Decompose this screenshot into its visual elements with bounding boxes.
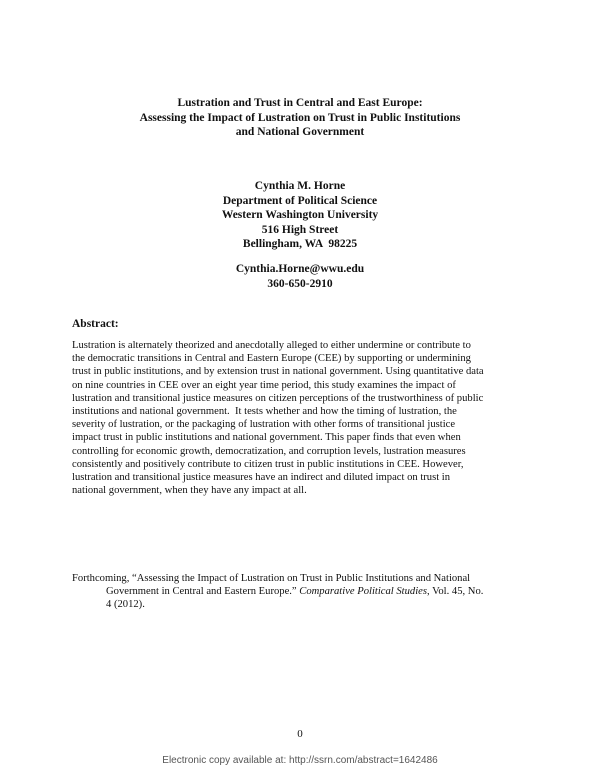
title-line-1: Lustration and Trust in Central and East Europe:	[177, 97, 423, 109]
author-street: 516 High Street	[261, 223, 339, 236]
abstract-line: lustration and transitional justice measures have an indirect and diluted impact on trust in	[72, 472, 451, 484]
author-university: Western Washington University	[221, 209, 379, 221]
author-city: Bellingham, WA 98225	[242, 238, 358, 250]
abstract-line: severity of lustration, or the packaging of lustration with other forms of transitional justice	[72, 419, 456, 431]
page-number: 0	[297, 728, 303, 740]
abstract-line: lustration and transitional justice measures on citizen perceptions of the trustworthiness of public	[72, 392, 484, 404]
publication-note-line-2	[72, 585, 542, 598]
abstract-line: Lustration is alternately theorized and anecdotally alleged to either undermine or contribute to	[72, 340, 471, 351]
abstract-line: trust in public institutions, and by extension trust in national government. Using quantitative data	[72, 366, 484, 378]
paper-title	[40, 96, 560, 140]
abstract-body	[72, 339, 532, 497]
abstract-line: impact trust in public institutions and national government. This paper finds that even when	[72, 432, 461, 444]
publication-note-line-1: Forthcoming, “Assessing the Impact of Lustration on Trust in Public Institutions and National	[72, 573, 471, 584]
abstract-line: national government, when they have any impact at all.	[72, 485, 307, 497]
publication-note-line-3: 4 (2012).	[106, 599, 145, 611]
author-phone: 360-650-2910	[267, 277, 333, 290]
publication-note-text: Government in Central and Eastern Europe.”	[106, 586, 300, 598]
abstract-line: the democratic transitions in Central and Eastern Europe (CEE) by supporting or undermining	[72, 353, 471, 365]
abstract-line: on nine countries in CEE over an eight year time period, this study examines the impact of	[72, 379, 456, 391]
author-name: Cynthia M. Horne	[254, 180, 346, 192]
title-line-2: Assessing the Impact of Lustration on Trust in Public Institutions	[139, 111, 461, 124]
author-affiliation	[40, 179, 560, 252]
publication-note	[72, 572, 542, 612]
author-contact	[40, 262, 560, 291]
ssrn-footer-link[interactable]: Electronic copy available at: http://ssrn.com/abstract=1642486	[162, 755, 438, 766]
author-department: Department of Political Science	[222, 194, 378, 207]
journal-name: Comparative Political Studies	[299, 586, 427, 598]
title-line-3: and National Government	[235, 126, 365, 138]
author-email: Cynthia.Horne@wwu.edu	[235, 263, 365, 275]
abstract-line: controlling for economic growth, democratization, and corruption levels, lustration measures	[72, 445, 466, 457]
abstract-line: consistently and positively contribute to citizen trust in public institutions in CEE. However,	[72, 458, 464, 470]
abstract-heading: Abstract:	[72, 318, 119, 330]
abstract-line: institutions and national government. It tests whether and how the timing of lustration, the	[72, 406, 457, 418]
publication-volume: , Vol. 45, No.	[426, 586, 484, 598]
